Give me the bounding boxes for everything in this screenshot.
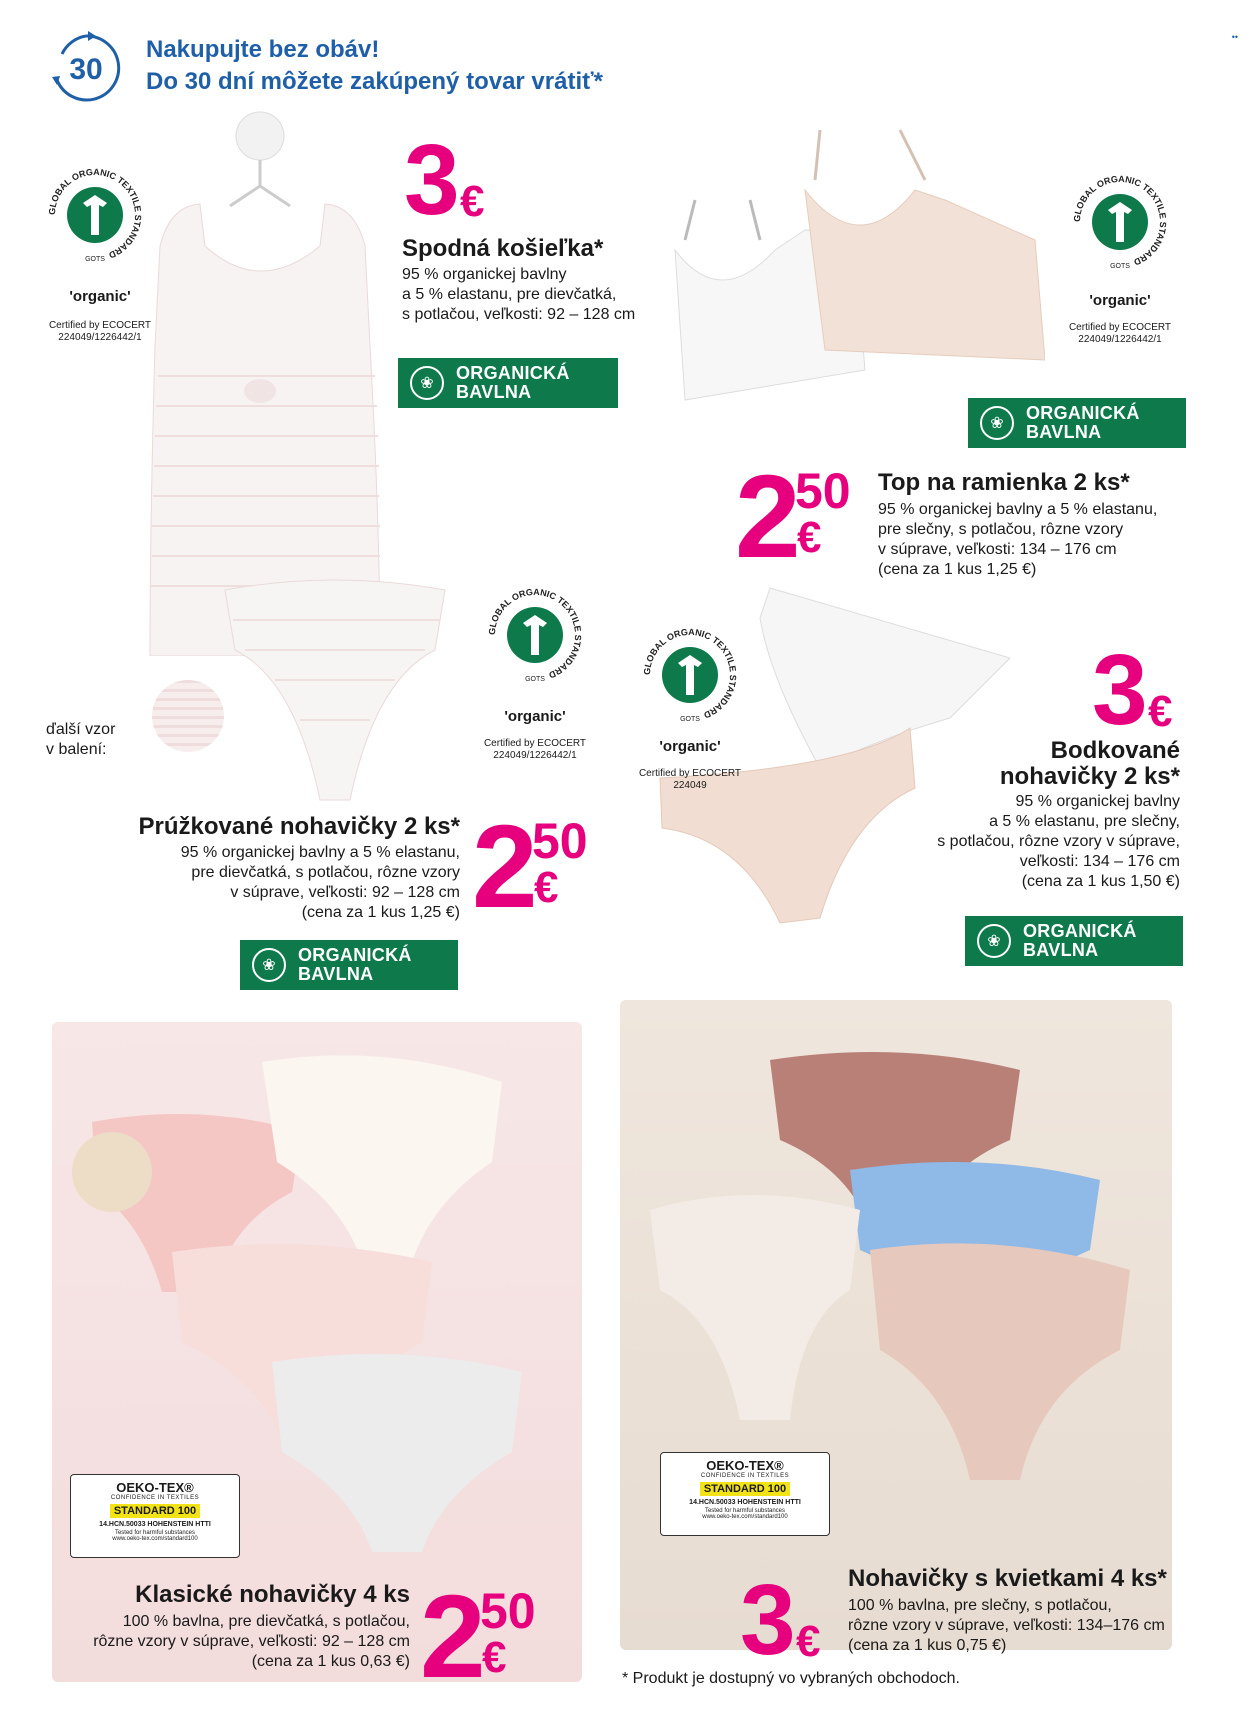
header-line-2: Do 30 dní môžete zakúpený tovar vrátiť* xyxy=(146,68,603,95)
price-kosielka: 3 € xyxy=(404,124,485,236)
title-pruzkovane: Prúžkované nohavičky 2 ks* xyxy=(138,813,460,840)
svg-text:GLOBAL ORGANIC TEXTILE STANDAR: GLOBAL ORGANIC TEXTILE STANDARD xyxy=(1071,173,1169,268)
price-top: 2 50 € xyxy=(735,451,851,583)
organic-label-4: 'organic' xyxy=(659,738,721,755)
desc-kvietky: 100 % bavlna, pre slečny, s potlačou, rôzne vzory v súprave, veľkosti: 134–176 cm (cena za 1 kus 0,75 €) xyxy=(848,1597,1165,1654)
gots-seal-icon xyxy=(640,625,740,725)
svg-text:GOTS: GOTS xyxy=(85,256,105,263)
extra-pattern-label: ďalší vzor v balení: xyxy=(46,721,116,758)
title-kosielka: Spodná košieľka* xyxy=(402,235,604,262)
title-top: Top na ramienka 2 ks* xyxy=(878,469,1130,496)
svg-text:GLOBAL ORGANIC TEXTILE STANDAR: GLOBAL ORGANIC TEXTILE STANDARD xyxy=(641,626,739,721)
title-klasicke: Klasické nohavičky 4 ks xyxy=(135,1581,410,1608)
return-arrows-icon xyxy=(48,30,124,106)
svg-text:GOTS: GOTS xyxy=(680,716,700,723)
title-bodkovane: Bodkované nohavičky 2 ks* xyxy=(999,737,1180,791)
desc-top: 95 % organickej bavlny a 5 % elastanu, pre slečny, s potlačou, rôzne vzory v súprave, veľkosti: 134 – 176 cm (cena za 1 kus 1,25 €) xyxy=(878,501,1158,578)
svg-text:GOTS: GOTS xyxy=(1110,263,1130,270)
gots-seal-icon xyxy=(1070,172,1170,272)
cert-1: Certified by ECOCERT 224049/1226442/1 xyxy=(48,320,152,343)
organic-badge-bodkovane: ❀ ORGANICKÁ BAVLNA xyxy=(965,916,1183,966)
cert-2: Certified by ECOCERT 224049/1226442/1 xyxy=(1068,322,1172,345)
organic-badge-top: ❀ ORGANICKÁ BAVLNA xyxy=(968,398,1186,448)
return-days-number: 30 xyxy=(69,53,103,86)
cotton-icon: ❀ xyxy=(980,406,1014,440)
cotton-icon: ❀ xyxy=(410,366,444,400)
extra-pattern-swatch xyxy=(152,680,224,752)
cotton-icon: ❀ xyxy=(252,948,286,982)
svg-text:GLOBAL ORGANIC TEXTILE STANDAR: GLOBAL ORGANIC TEXTILE STANDARD xyxy=(486,586,584,681)
cotton-icon: ❀ xyxy=(977,924,1011,958)
gots-seal-icon xyxy=(45,165,145,265)
title-kvietky: Nohavičky s kvietkami 4 ks* xyxy=(848,1565,1167,1592)
page-mark: •• xyxy=(1231,32,1238,42)
desc-klasicke: 100 % bavlna, pre dievčatká, s potlačou, rôzne vzory v súprave, veľkosti: 92 – 128 cm (cena za 1 kus 0,63 €) xyxy=(93,1613,410,1670)
organic-badge-kosielka: ❀ ORGANICKÁ BAVLNA xyxy=(398,358,618,408)
price-pruzkovane: 2 50 € xyxy=(472,801,588,933)
price-kvietky: 3 € xyxy=(740,1564,821,1676)
footnote: * Produkt je dostupný vo vybraných obchodoch. xyxy=(622,1670,960,1687)
organic-label-3: 'organic' xyxy=(504,708,566,725)
cert-3: Certified by ECOCERT 224049/1226442/1 xyxy=(483,738,587,761)
organic-badge-pruzkovane: ❀ ORGANICKÁ BAVLNA xyxy=(240,940,458,990)
desc-pruzkovane: 95 % organickej bavlny a 5 % elastanu, pre dievčatká, s potlačou, rôzne vzory v súprave, veľkosti: 92 – 128 cm (cena za 1 kus 1,25 €) xyxy=(180,844,460,921)
organic-label-1: 'organic' xyxy=(69,288,131,305)
oeko-tex-label-1: OEKO-TEX® CONFIDENCE IN TEXTILES STANDARD 100 14.HCN.50033 HOHENSTEIN HTTI Tested for harmful substances www.oeko-tex.com/standard100 xyxy=(70,1474,240,1558)
cert-4: Certified by ECOCERT 224049 xyxy=(638,768,742,791)
desc-kosielka: 95 % organickej bavlny a 5 % elastanu, pre dievčatká, s potlačou, veľkosti: 92 – 128 cm xyxy=(402,266,636,323)
price-klasicke: 2 50 € xyxy=(420,1571,536,1703)
flower-briefs-photo xyxy=(620,1000,1172,1650)
desc-bodkovane: 95 % organickej bavlny a 5 % elastanu, pre slečny, s potlačou, rôzne vzory v súprave, veľkosti: 134 – 176 cm (cena za 1 kus 1,50 €) xyxy=(937,793,1180,890)
header-line-1: Nakupujte bez obáv! xyxy=(146,36,380,63)
svg-text:GOTS: GOTS xyxy=(525,676,545,683)
svg-text:GLOBAL ORGANIC TEXTILE STANDAR: GLOBAL ORGANIC TEXTILE STANDARD xyxy=(46,166,144,261)
price-bodkovane: 3 € xyxy=(1092,634,1173,746)
oeko-tex-label-2: OEKO-TEX® CONFIDENCE IN TEXTILES STANDARD 100 14.HCN.50033 HOHENSTEIN HTTI Tested for harmful substances www.oeko-tex.com/standard100 xyxy=(660,1452,830,1536)
gots-seal-icon xyxy=(485,585,585,685)
organic-label-2: 'organic' xyxy=(1089,292,1151,309)
